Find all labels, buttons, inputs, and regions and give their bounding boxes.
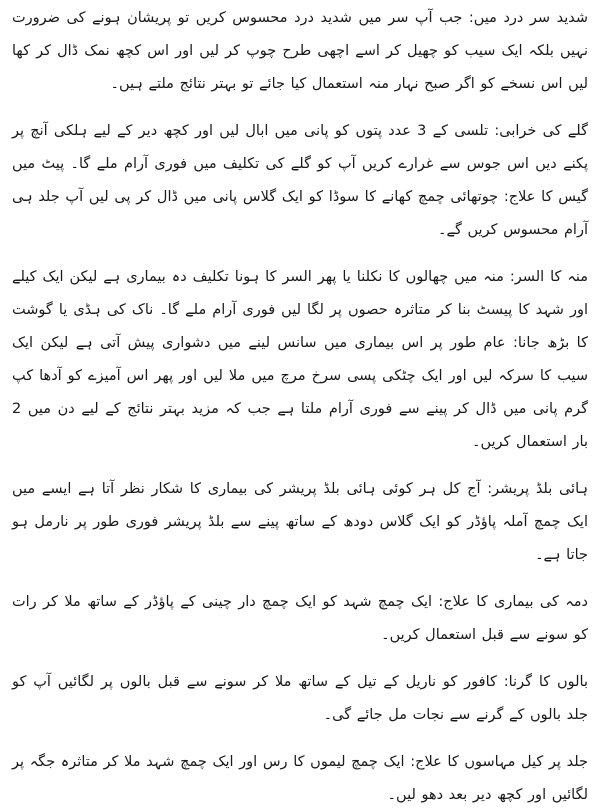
paragraph-hair-fall: بالوں کا گرنا: کافور کو ناریل کے تیل کے ساتھ ملا کر سونے سے قبل بالوں پر لگائیں آپ کو جلد بالوں کے گرنے سے نجات مل جائے گی۔ (12, 674, 588, 723)
paragraph-high-blood-pressure: ہائی بلڈ پریشر: آج کل ہر کوئی ہائی بلڈ پریشر کی بیماری کا شکار نظر آتا ہے ایسے میں ایک چمچ آملہ پاؤڈر کو ایک گلاس دودھ کے ساتھ پینے سے بلڈ پریشر فوری طور پر نارمل ہو جاتا ہے۔ (12, 481, 588, 563)
paragraph-asthma: دمہ کی بیماری کا علاج: ایک چمچ شہد کو ایک چمچ دار چینی کے پاؤڈر کے ساتھ ملا کر رات کو سونے سے قبل استعمال کریں۔ (12, 594, 588, 643)
paragraph-headache: شدید سر درد میں: جب آپ سر میں شدید درد محسوس کریں تو پریشان ہونے کی ضرورت نہیں بلکہ ایک سیب کو چھیل کر اسے اچھی طرح چوپ کر لیں اور اس کچھ نمک ڈال کر کھا لیں اس نسخے کو اگر صبح نہار منہ استعمال کیا جائے تو بہتر نتائج ملتے ہیں۔ (12, 10, 588, 92)
paragraph-partial-bottom: جلد پر کیل مہاسوں کا علاج: ایک چمچ لیموں کا رس اور ایک چمچ شہد ملا کر متاثرہ جگہ پر لگائیں اور کچھ دیر بعد دھو لیں۔ (12, 754, 588, 803)
paragraph-mouth-ulcer: منہ کا السر: منہ میں چھالوں کا نکلنا یا پھر السر کا ہونا تکلیف دہ بیماری ہے لیکن ایک کیلے اور شہد کا پیسٹ بنا کر متاثرہ حصوں پر لگا لیں فوری آرام ملے گا۔ ناک کی ہڈی یا گوشت کا بڑھ جانا: عام طور پر اس بیماری میں سانس لینے میں دشواری پیش آتی ہے لیکن ایک سیب کا سرکہ لیں اور ایک چٹکی پسی سرخ مرچ میں ملا لیں اور پھر اس آمیزے کو آدھا کپ گرم پانی میں ڈال کر پینے سے فوری آرام ملتا ہے جب کہ مزید بہتر نتائج کے لیے دن میں 2 بار استعمال کریں۔ (12, 269, 588, 450)
paragraph-sore-throat: گلے کی خرابی: تلسی کے 3 عدد پتوں کو پانی میں ابال لیں اور کچھ دیر کے لیے ہلکی آنچ پر پکنے دیں اس جوس سے غرارے کریں آپ کو گلے کی تکلیف میں فوری آرام ملے گا۔ پیٹ میں گیس کا علاج: چوتھائی چمچ کھانے کا سوڈا کو ایک گلاس پانی میں ڈال کر پی لیں آپ جلد ہی آرام محسوس کریں گے۔ (12, 123, 588, 238)
